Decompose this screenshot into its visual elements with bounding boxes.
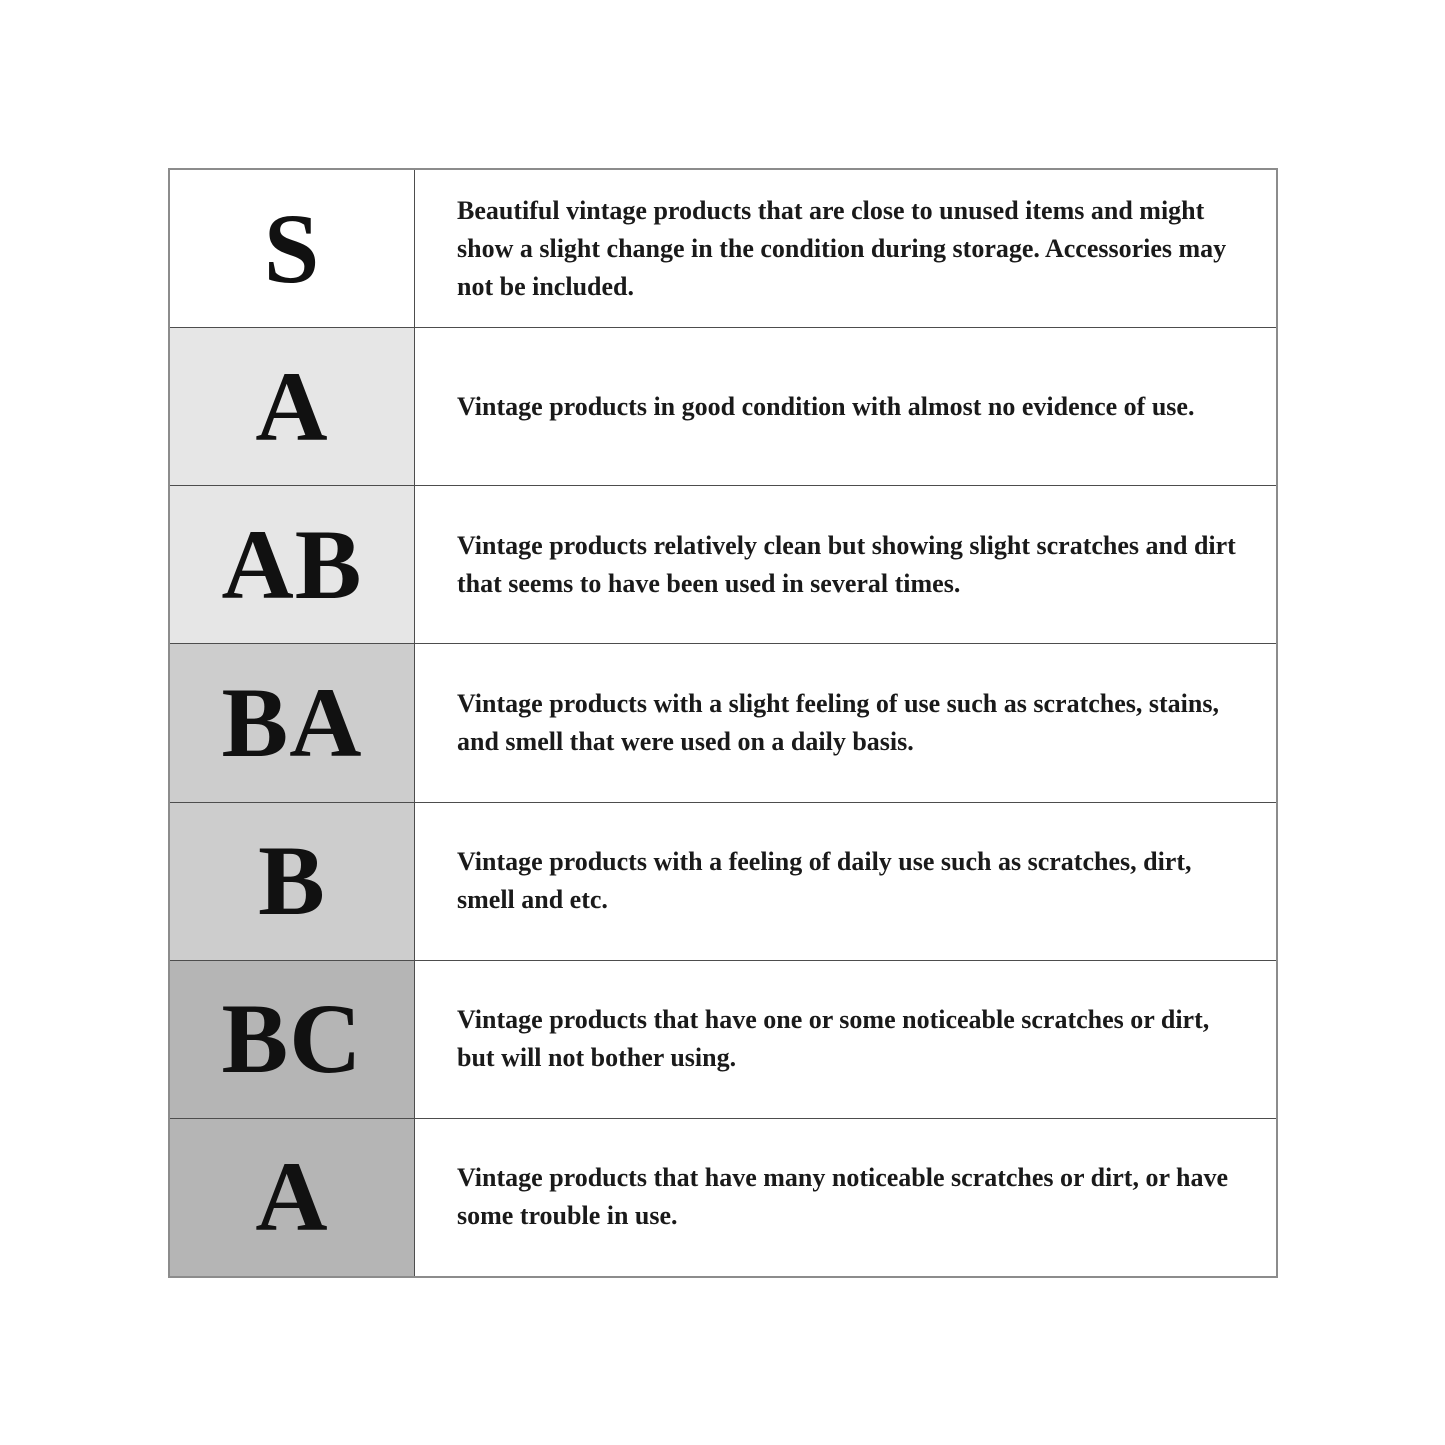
grade-cell xyxy=(170,328,415,485)
grade-cell xyxy=(170,1119,415,1276)
grade-row xyxy=(170,802,1276,960)
grade-cell xyxy=(170,170,415,327)
grade-row xyxy=(170,643,1276,801)
description-cell xyxy=(415,961,1276,1118)
description-cell xyxy=(415,1119,1276,1276)
grade-cell xyxy=(170,961,415,1118)
grade-letter: B xyxy=(258,825,326,937)
grade-row xyxy=(170,170,1276,327)
description-cell xyxy=(415,486,1276,643)
grade-row xyxy=(170,960,1276,1118)
description-cell xyxy=(415,644,1276,801)
grade-description: Vintage products in good condition with almost no evidence of use. xyxy=(457,391,1195,421)
grade-description: Vintage products with a feeling of daily use such as scratches, dirt, smell and etc. xyxy=(457,847,1192,915)
grade-cell xyxy=(170,644,415,801)
grade-letter: A xyxy=(255,350,329,462)
grade-row xyxy=(170,327,1276,485)
grade-cell xyxy=(170,486,415,643)
grade-table xyxy=(168,168,1278,1278)
grade-row xyxy=(170,1118,1276,1276)
description-cell xyxy=(415,328,1276,485)
grade-letter: S xyxy=(263,192,321,304)
grade-row xyxy=(170,485,1276,643)
grade-description: Vintage products that have one or some noticeable scratches or dirt, but will not bother using. xyxy=(457,1005,1210,1073)
grade-description: Vintage products relatively clean but showing slight scratches and dirt that seems to have been used in several times. xyxy=(457,530,1236,598)
description-cell xyxy=(415,170,1276,327)
description-cell xyxy=(415,803,1276,960)
grade-description: Vintage products with a slight feeling of use such as scratches, stains, and smell that were used on a daily basis. xyxy=(457,688,1219,756)
grade-letter: A xyxy=(255,1141,329,1253)
grade-description: Beautiful vintage products that are close to unused items and might show a slight change in the condition during storage. Accessories may not be included. xyxy=(457,195,1227,301)
grade-description: Vintage products that have many noticeable scratches or dirt, or have some trouble in use. xyxy=(457,1163,1229,1231)
grade-letter: BA xyxy=(221,666,363,778)
grade-letter: BC xyxy=(221,983,363,1095)
grade-cell xyxy=(170,803,415,960)
grade-letter: AB xyxy=(221,508,363,620)
